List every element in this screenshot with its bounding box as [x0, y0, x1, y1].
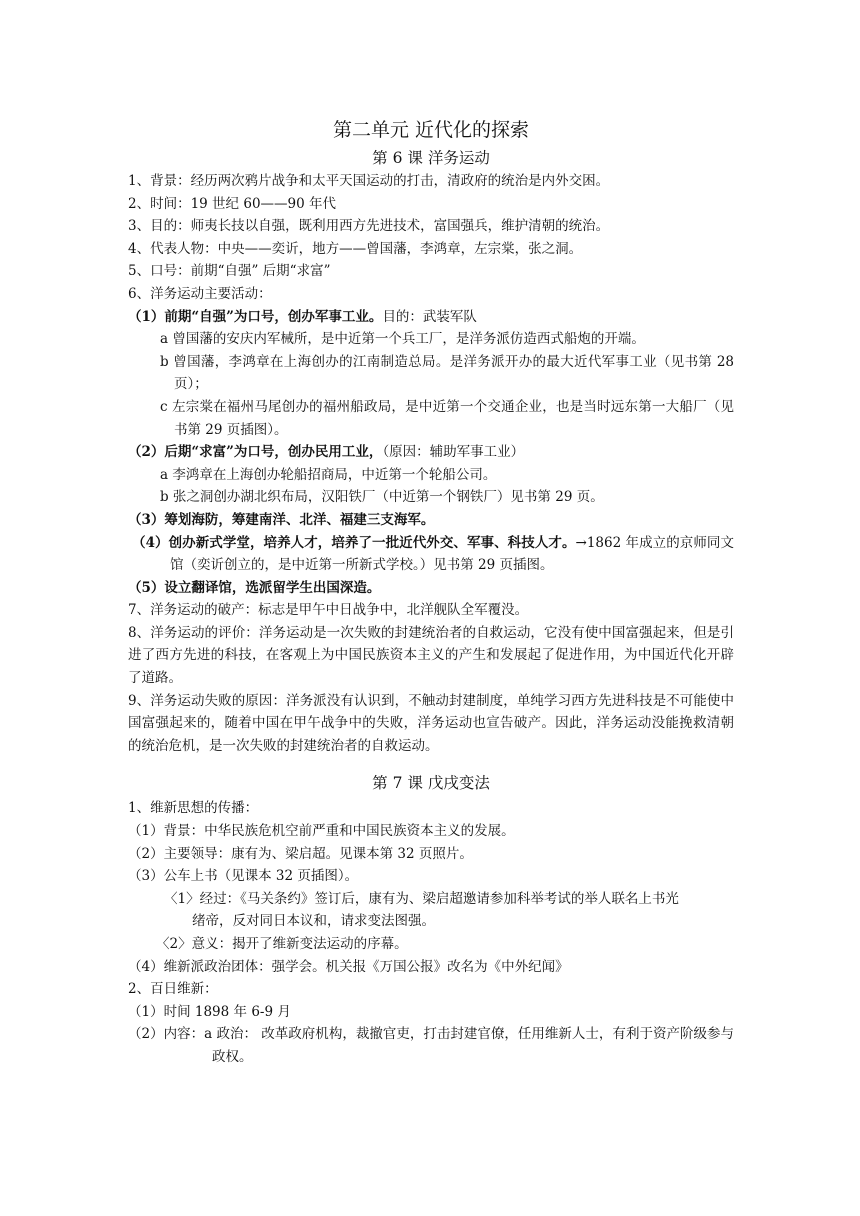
lesson6-item-3: 3、目的：师夷长技以自强，既利用西方先进技术，富国强兵，维护清朝的统治。 [128, 218, 610, 235]
activity-2-b: b 张之洞创办湖北织布局，汉阳铁厂（中近第一个钢铁厂）见书第 29 页。 [160, 489, 604, 506]
activity-4-detail: →1862 年成立的京师同文馆（奕䜣创立的，是中近第一所新式学校。）见书第 29 页插图。 [170, 534, 734, 574]
lesson7-item-1-3-2: 〈2〉意义：揭开了维新变法运动的序幕。 [156, 936, 408, 952]
activity-2-heading: （2）后期“求富”为口号，创办民用工业， [128, 444, 383, 461]
lesson6-item-2: 2、时间：19 世纪 60——90 年代 [128, 195, 336, 212]
activity-1 [128, 306, 734, 329]
lesson6-item-1: 1、背景：经历两次鸦片战争和太平天国运动的打击，清政府的统治是内外交困。 [128, 173, 610, 189]
lesson-7-title: 第 7 课 戊戌变法 [372, 774, 490, 793]
activity-1-c: c 左宗棠在福州马尾创办的福州船政局，是中近第一个交通企业，也是当时远东第一大船厂（见书第 29 页插图）。 [160, 398, 734, 438]
activity-1-b: b 曾国藩，李鸿章在上海创办的江南制造总局。是洋务派开办的最大近代军事工业（见书第 28 页）； [160, 353, 734, 393]
lesson6-item-9: 9、洋务运动失败的原因：洋务派没有认识到，不触动封建制度，单纯学习西方先进科技是不可能使中国富强起来的，随着中国在甲午战争中的失败，洋务运动也宣告破产。因此，洋务运动没能挽救清朝的统治危机，是一次失败的封建统治者的自救运动。 [128, 692, 734, 754]
activity-2-reason: （原因：辅助军事工业） [382, 444, 525, 461]
document-body [128, 116, 734, 1069]
lesson7-item-1-1: （1）背景：中华民族危机空前严重和中国民族资本主义的发展。 [128, 823, 515, 840]
activity-4-heading: （4）创办新式学堂，培养人才，培养了一批近代外交、军事、科技人才。 [132, 534, 576, 551]
activity-1-heading: （1）前期“自强”为口号，创办军事工业。 [128, 308, 383, 325]
lesson7-item-2-2: （2）内容：a 政治： 改革政府机构，裁撤官吏，打击封建官僚，任用维新人士，有利于资产阶级参与政权。 [128, 1026, 734, 1065]
activity-1-purpose: 目的：武装军队 [382, 308, 477, 325]
lesson6-item-6: 6、洋务运动主要活动： [128, 285, 272, 302]
lesson7-item-2: 2、百日维新： [128, 981, 218, 998]
lesson6-item-5: 5、口号：前期“自强” 后期“求富” [128, 263, 331, 280]
unit-title: 第二单元 近代化的探索 [332, 119, 530, 141]
lesson7-item-1-4: （4）维新派政治团体：强学会。机关报《万国公报》改名为《中外纪闻》 [128, 958, 569, 975]
activity-3: （3）筹划海防，筹建南洋、北洋、福建三支海军。 [128, 511, 435, 528]
lesson7-item-1-3-1: 〈1〉经过：《马关条约》签订后，康有为、梁启超邀请参加科举考试的举人联名上书光 [164, 890, 679, 907]
lesson6-item-8: 8、洋务运动的评价：洋务运动是一次失败的封建统治者的自救运动，它没有使中国富强起来，但是引进了西方先进的科技，在客观上为中国民族资本主义的产生和发展起了促进作用，为中国近代化开辟了道路。 [128, 624, 734, 687]
lesson7-item-1-3: （3）公车上书（见课本 32 页插图）。 [128, 868, 359, 885]
lesson7-item-1: 1、维新思想的传播： [128, 800, 259, 817]
activity-5: （5）设立翻译馆，选派留学生出国深造。 [128, 579, 381, 596]
activity-2-a: a 李鸿章在上海创办轮船招商局，中近第一个轮船公司。 [160, 466, 497, 483]
lesson-6-title: 第 6 课 洋务运动 [372, 149, 490, 167]
lesson7-item-1-2: （2）主要领导：康有为、梁启超。见课本第 32 页照片。 [128, 845, 473, 862]
activity-4 [128, 532, 734, 577]
activity-1-a: a 曾国藩的安庆内军械所，是中近第一个兵工厂，是洋务派仿造西式船炮的开端。 [160, 331, 645, 348]
lesson6-item-4: 4、代表人物：中央——奕䜣，地方——曾国藩，李鸿章，左宗棠，张之洞。 [128, 240, 583, 257]
lesson6-item-7: 7、洋务运动的破产：标志是甲午中日战争中，北洋舰队全军覆没。 [128, 602, 529, 619]
lesson7-item-2-1: （1）时间 1898 年 6-9 月 [128, 1003, 291, 1020]
lesson7-item-1-3-1-cont: 绪帝，反对同日本议和，请求变法图强。 [192, 913, 435, 930]
activity-2 [128, 441, 734, 464]
